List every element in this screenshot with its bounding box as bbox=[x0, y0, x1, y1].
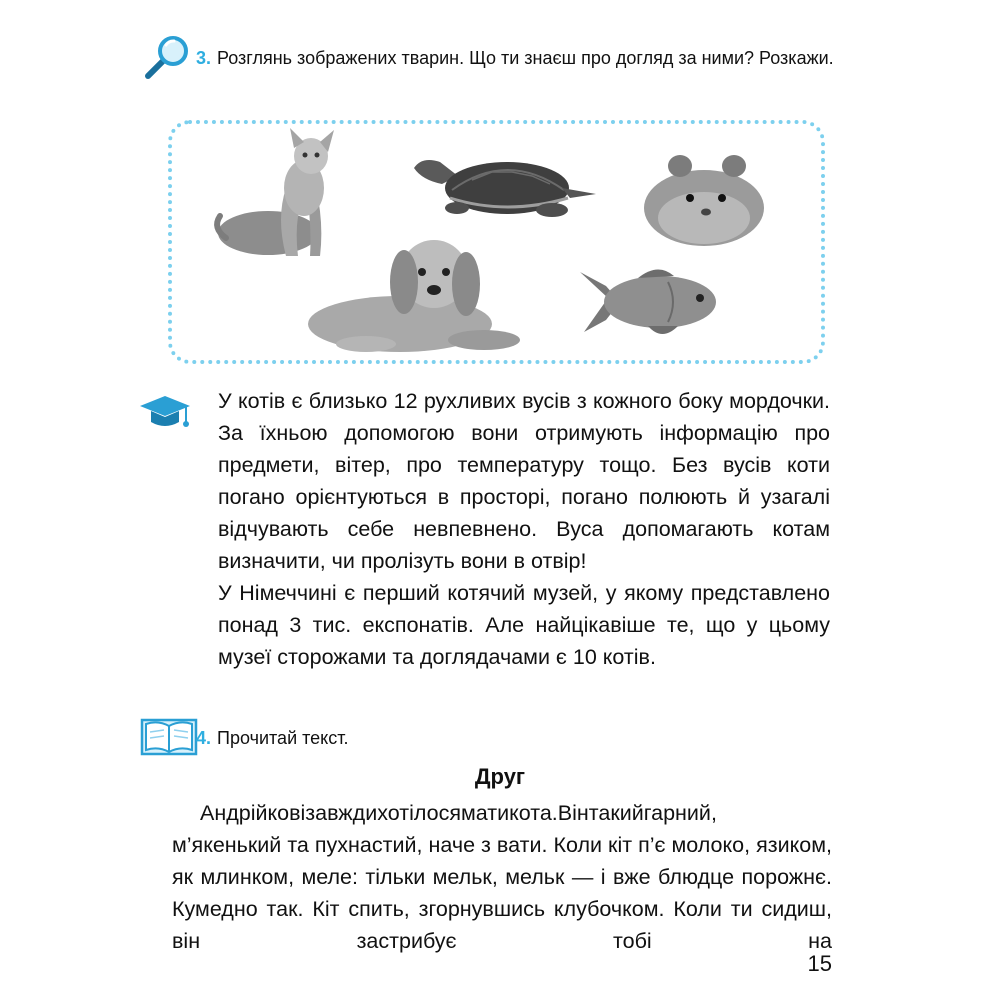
graduation-cap-icon bbox=[138, 392, 192, 432]
open-book-icon bbox=[140, 716, 198, 756]
info-paragraph: У котів є близько 12 рухливих вусів з кожного боку мордочки. За їхньою допомогою вони отримують інформацію про предмети, вітер, про температуру тощо. Без вусів коти погано орієнтуються в просторі, погано полюють й узагалі відчувають себе невпевнено. Вуса допомагають котам визначити, чи пролізуть вони в отвір! bbox=[218, 389, 830, 573]
info-text bbox=[218, 385, 830, 673]
magnifier-icon bbox=[143, 33, 191, 81]
hamster-image bbox=[638, 148, 770, 248]
task-text: Прочитай текст. bbox=[217, 728, 349, 748]
fish-image bbox=[578, 262, 728, 342]
story-text: Андрійковізавждихотілосяматикота.Вінтакийгарний, м’якенький та пухнастий, наче з вати. Коли кіт п’є молоко, язиком, як млинком, меле: тільки мельк, мельк — і вже блюдце порожнє. Кумедно так. Кіт спить, згорнувшись клубочком. Коли ти сидиш, він застрибує тобі на bbox=[172, 801, 832, 953]
puppy-image bbox=[296, 232, 528, 356]
turtle-image bbox=[412, 150, 597, 225]
task-number: 4. bbox=[196, 728, 212, 748]
task-3 bbox=[196, 45, 836, 72]
page-number: 15 bbox=[807, 951, 832, 976]
task-text: Розглянь зображених тварин. Що ти знаєш про догляд за ними? Розкажи. bbox=[217, 48, 834, 68]
story-title: Друг bbox=[474, 764, 526, 789]
task-number: 3. bbox=[196, 48, 212, 68]
task-4 bbox=[196, 725, 349, 752]
info-paragraph: У Німеччині є перший котячий музей, у якому представлено понад 3 тис. експонатів. Але найцікавіше те, що у цьому музеї сторожами та доглядачами є 10 котів. bbox=[218, 581, 830, 669]
